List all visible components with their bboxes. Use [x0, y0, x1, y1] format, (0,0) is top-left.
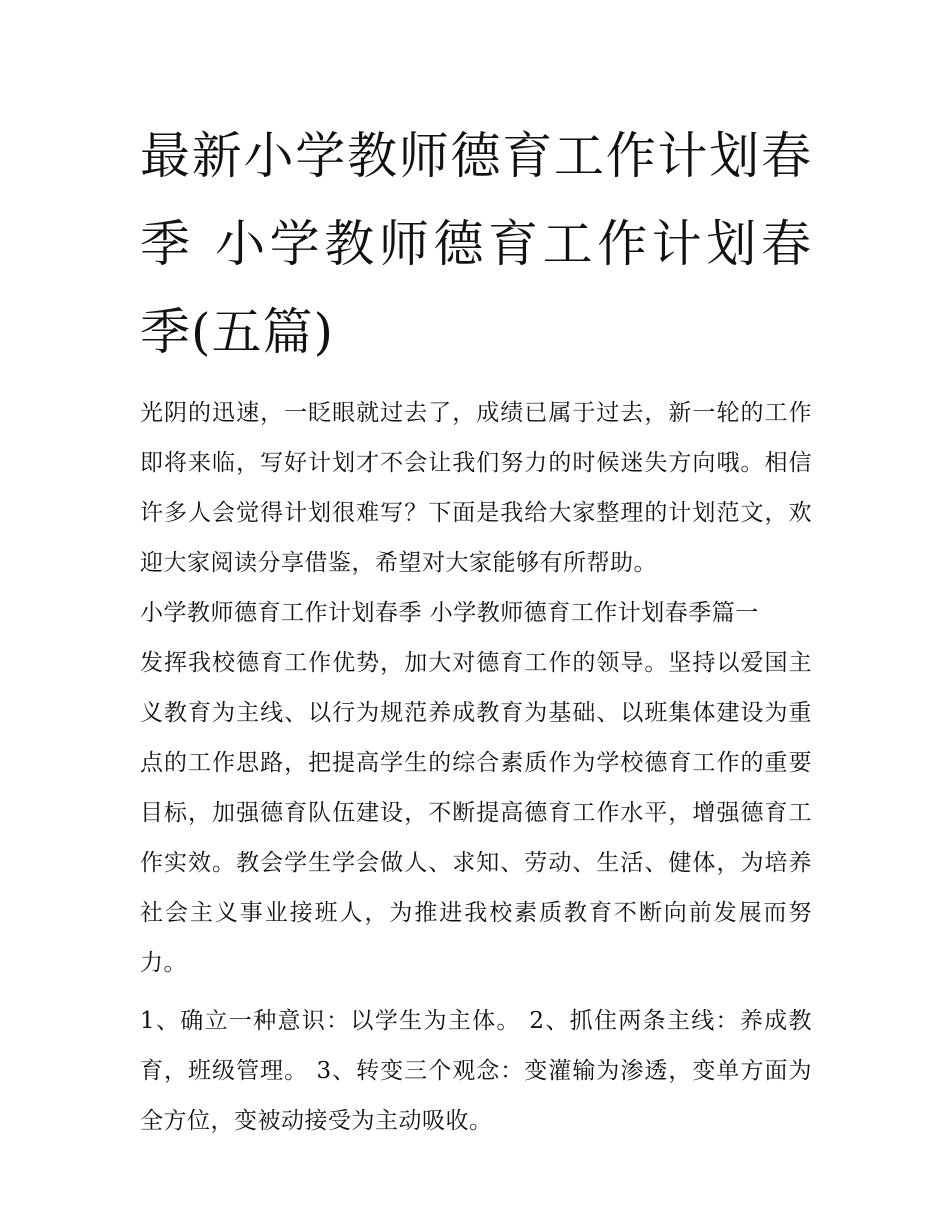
list-paragraph: 1、确立一种意识：以学生为主体。 2、抓住两条主线：养成教育，班级管理。 3、转变三个观念：变灌输为渗透，变单方面为全方位，变被动接受为主动吸收。: [140, 1008, 812, 1134]
document-body: [140, 112, 812, 1146]
intro-paragraph: 光阴的迅速，一眨眼就过去了，成绩已属于过去，新一轮的工作即将来临，写好计划才不会让我们努力的时候迷失方向哦。相信许多人会觉得计划很难写？下面是我给大家整理的计划范文，欢迎大家阅读分享借鉴，希望对大家能够有所帮助。: [140, 400, 812, 576]
section-heading: 小学教师德育工作计划春季 小学教师德育工作计划春季篇一: [140, 600, 759, 626]
document-title: 最新小学教师德育工作计划春季 小学教师德育工作计划春季(五篇): [140, 127, 812, 361]
body-paragraph: 发挥我校德育工作优势，加大对德育工作的领导。坚持以爱国主义教育为主线、以行为规范养成教育为基础、以班集体建设为重点的工作思路，把提高学生的综合素质作为学校德育工作的重要目标，加强德育队伍建设，不断提高德育工作水平，增强德育工作实效。教会学生学会做人、求知、劳动、生活、健体，为培养社会主义事业接班人，为推进我校素质教育不断向前发展而努力。: [140, 650, 812, 976]
